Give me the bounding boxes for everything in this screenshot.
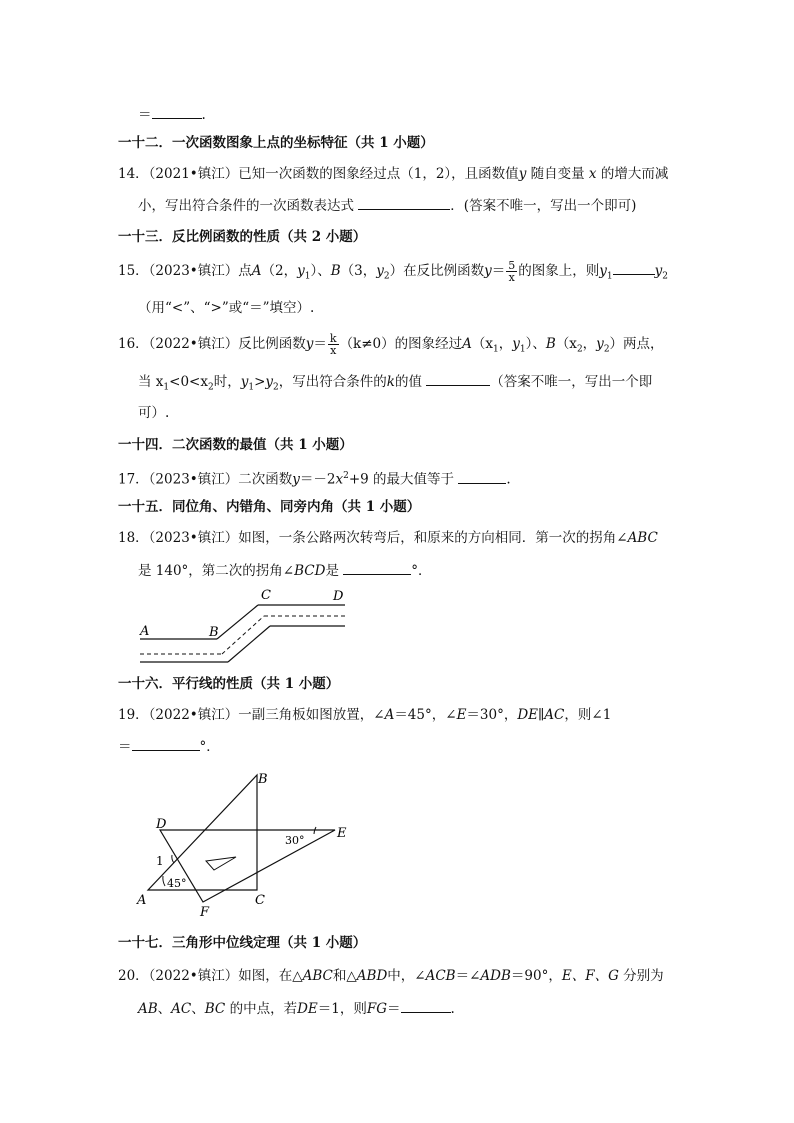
section-title-17: 一十七．三角形中位线定理（共 1 小题）: [118, 935, 367, 951]
road-centerline-slope: [222, 616, 264, 654]
fig-label-a: A: [137, 893, 147, 908]
question-16-line3: 可）.: [138, 405, 170, 421]
angle-arc-a: [163, 876, 165, 886]
fig-label-45deg: 45°: [167, 877, 187, 890]
answer-blank: [132, 736, 200, 751]
road-label-b: B: [209, 625, 219, 640]
triangle-45-abc: [148, 775, 257, 890]
answer-blank: [343, 560, 411, 575]
road-label-d: D: [333, 589, 344, 604]
fig-label-d: D: [156, 817, 167, 832]
inner-triangle-mark: [206, 857, 236, 870]
section-title-14: 一十四．二次函数的最值（共 1 小题）: [118, 437, 353, 453]
question-15-line2: （用“<”、“>”或“＝”填空）.: [138, 300, 315, 316]
fig-label-f: F: [200, 905, 210, 920]
question-18-line2: 是 140°，第二次的拐角∠BCD是 °．: [138, 560, 432, 581]
question-19-line2: ＝ °．: [118, 736, 220, 757]
question-17: 17．（2023•镇江）二次函数$y=-2x^2+9$ 的最大值等于 .: [118, 466, 511, 490]
question-16-line2: 当 $x_1<0<x_2$时，$y_1>y_2$，写出符合条件的k的值 （答案不唯一，写出一个即: [138, 371, 652, 398]
fig-label-c: C: [255, 893, 265, 908]
section-title-12: 一十二．一次函数图象上点的坐标特征（共 1 小题）: [118, 135, 434, 151]
answer-blank: [458, 469, 506, 484]
road-lower-edge-slope: [228, 626, 270, 662]
question-14-line1: 14．（2021•镇江）已知一次函数的图象经过点（1，2），且函数值y 随自变量 x 的增大而减: [118, 166, 669, 182]
answer-blank: [401, 998, 451, 1013]
road-label-c: C: [261, 588, 271, 603]
fig-label-e: E: [337, 826, 347, 841]
fig-label-b: B: [258, 772, 268, 787]
answer-blank: [613, 260, 655, 275]
question-18-line1: 18．（2023•镇江）如图，一条公路两次转弯后，和原来的方向相同．第一次的拐角∠ABC: [118, 530, 658, 546]
road-figure: [130, 585, 360, 665]
answer-blank: [426, 371, 490, 386]
road-label-a: A: [140, 624, 150, 639]
answer-blank: [152, 104, 202, 119]
fraction-5-over-x: $\frac{5}{x}$: [508, 259, 516, 284]
section-title-15: 一十五．同位角、内错角、同旁内角（共 1 小题）: [118, 499, 421, 515]
fig-label-angle-1: 1: [156, 854, 164, 868]
fig-label-30deg: 30°: [285, 834, 305, 847]
question-20-line1: 20．（2022•镇江）如图，在△ABC和△ABD中，∠ACB＝∠ADB＝90°，E、F、G 分别为: [118, 968, 664, 984]
answer-blank: [358, 195, 450, 210]
question-14-line2: 小，写出符合条件的一次函数表达式 ．(答案不唯一，写出一个即可): [138, 195, 636, 216]
triangles-figure: [130, 765, 360, 925]
road-upper-edge-slope: [217, 605, 258, 639]
question-15-line1: 15．（2023•镇江）点A（2，$y_1$）、B（3，$y_2$）在反比例函数y＝ $\frac{5}{x}$ 的图象上，则$y_1$ $y_2$: [118, 259, 668, 284]
section-title-13: 一十三．反比例函数的性质（共 2 小题）: [118, 229, 367, 245]
angle-arc-1: [172, 855, 174, 863]
fraction-k-over-x: $\frac{k}{x}$: [329, 332, 337, 357]
prev-answer-line: ＝ .: [138, 104, 206, 125]
question-19-line1: 19．（2022•镇江）一副三角板如图放置，∠A＝45°，∠E＝30°，DE∥AC，则∠1: [118, 707, 612, 723]
question-20-line2: AB、AC、BC 的中点，若DE＝1，则FG＝ .: [138, 998, 455, 1019]
section-title-16: 一十六．平行线的性质（共 1 小题）: [118, 676, 340, 692]
triangle-30-def: [160, 830, 335, 902]
question-16-line1: 16．（2022•镇江）反比例函数y＝ $\frac{k}{x}$ （k≠0）的图象经过$A(x_1$，$y_1$）、$B(x_2$，$y_2$）两点，: [118, 332, 664, 357]
